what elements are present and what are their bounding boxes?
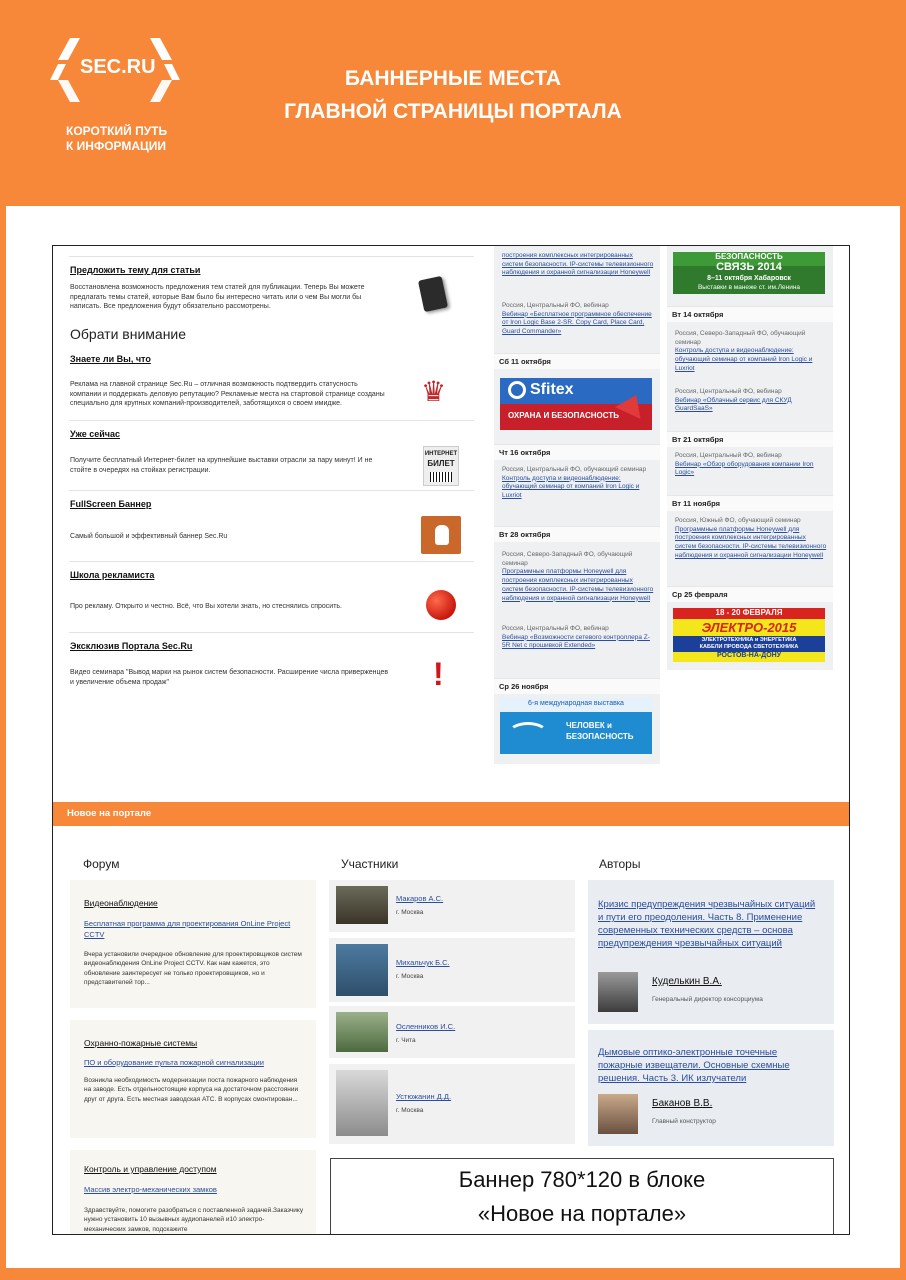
item-text-fullscreen: Самый большой и эффективный баннер Sec.Ru xyxy=(70,533,228,540)
event-meta: Россия, Центральный ФО, вебинар xyxy=(675,388,782,395)
divider xyxy=(69,420,474,421)
forum-category[interactable]: Охранно-пожарные системы xyxy=(84,1038,198,1048)
event-link[interactable]: Вебинар «Бесплатное программное обеспечение от Iron Logic Base 2-SR. Copy Card, Place Card, Guard Commander» xyxy=(502,310,652,336)
item-title-already-now[interactable]: Уже сейчас xyxy=(70,429,121,439)
banner-title xyxy=(566,720,634,742)
event-meta: Россия, Центральный ФО, вебинар xyxy=(502,625,609,632)
sfitex-logo-icon xyxy=(508,381,526,399)
ticket-line-2: БИЛЕТ xyxy=(427,459,455,468)
member-name[interactable]: Устюжанин Д.Д. xyxy=(396,1092,452,1101)
item-title-exclusive[interactable]: Эксклюзив Портала Sec.Ru xyxy=(70,641,193,651)
ticket-line-1: ИНТЕРНЕТ xyxy=(424,451,458,457)
member-name[interactable]: Макаров А.С. xyxy=(396,894,444,903)
hand-icon xyxy=(435,525,449,545)
article-title[interactable]: Кризис предупреждения чрезвычайных ситуаций и пути его преодоления. Часть 8. Применение современных технических средств – основа предупреждения чрезвычайных ситуаций xyxy=(598,899,816,949)
avatar xyxy=(336,886,388,924)
member-name[interactable]: Михальчук Б.С. xyxy=(396,958,450,967)
cursor-click-icon xyxy=(421,516,461,554)
tagline-line-1: КОРОТКИЙ ПУТЬ xyxy=(66,124,168,138)
apple-icon xyxy=(426,590,456,620)
author-photo xyxy=(598,972,638,1012)
suggest-text: Восстановлена возможность предложения тем статей для публикации. Теперь Вы можете предлагать темы статей, которые Вам было бы интересно читать или о чем Вы могли бы написать. Все предложения будут обязательно рассмотрены. xyxy=(70,284,365,310)
barcode-icon xyxy=(430,472,452,482)
event-item xyxy=(502,625,654,651)
banner-dates: 18 - 20 ФЕВРАЛЯ xyxy=(673,608,825,619)
forum-topic[interactable]: Массив электро-механических замков xyxy=(84,1185,217,1194)
forum-topic[interactable]: ПО и оборудование пульта пожарной сигнализации xyxy=(84,1058,264,1067)
banner-placeholder-line-1: Баннер 780*120 в блоке xyxy=(458,1167,706,1192)
banner-placeholder xyxy=(330,1158,834,1235)
event-item xyxy=(502,466,654,501)
author-role: Главный конструктор xyxy=(652,1118,716,1125)
events-column-right xyxy=(667,246,833,670)
event-link[interactable]: Контроль доступа и видеонаблюдение: обучающий семинар от компаний Iron Logic и Luxriot xyxy=(502,474,640,500)
event-top-1 xyxy=(502,252,654,278)
member-card[interactable] xyxy=(329,938,575,1002)
event-date-header: Сб 11 октября xyxy=(494,353,660,369)
event-link[interactable]: Программные платформы Honeywell для построения комплексных интегрированных систем безопасности. IP-системы телевизионного наблюдения и охранной сигнализации Honeywell xyxy=(675,525,827,559)
sfitex-banner[interactable] xyxy=(500,378,652,430)
divider xyxy=(69,632,474,633)
event-meta: Россия, Центральный ФО, обучающий семинар xyxy=(502,466,647,473)
banner-subtitle-1: ЭЛЕКТРОТЕХНИКА и ЭНЕРГЕТИКА xyxy=(701,637,797,643)
human-security-banner[interactable] xyxy=(500,698,652,754)
internet-ticket-icon xyxy=(423,446,459,486)
divider xyxy=(69,490,474,491)
tagline xyxy=(66,124,167,154)
item-text-did-you-know: Реклама на главной странице Sec.Ru – отличная возможность подтвердить статусность компании и поддержать деловую репутацию? Рекламные места на стартовой странице созданы специально для крупных компаний-производителей, заботящихся о своем имидже. xyxy=(70,381,385,407)
item-title-ad-school[interactable]: Школа рекламиста xyxy=(70,570,155,580)
new-on-portal-bar: Новое на портале xyxy=(53,802,850,826)
title-line-2: ГЛАВНОЙ СТРАНИЦЫ ПОРТАЛА xyxy=(284,100,622,123)
forum-category[interactable]: Видеонаблюдение xyxy=(84,898,158,908)
author-article xyxy=(588,880,834,1024)
sfitex-title: Sfitex xyxy=(530,381,574,398)
event-date-header: Ср 26 ноября xyxy=(494,678,660,694)
author-role: Генеральный директор консорциума xyxy=(652,996,763,1003)
event-link[interactable]: Вебинар «Облачный сервис для СКУД GuardSaaS» xyxy=(675,396,792,413)
member-city: г. Москва xyxy=(396,973,424,980)
item-text-exclusive: Видео семинара "Вывод марки на рынок систем безопасности. Расширение числа приверженцев и увеличение объема продаж" xyxy=(70,669,389,686)
portal-screenshot xyxy=(52,245,850,1235)
forum-item xyxy=(70,1150,316,1235)
avatar xyxy=(336,1012,388,1052)
banner-line-1: БЕЗОПАСНОСТЬ xyxy=(715,252,783,261)
security-svyaz-banner[interactable] xyxy=(673,252,825,294)
event-meta: Россия, Центральный ФО, вебинар xyxy=(502,302,609,309)
crown-icon: ♛ xyxy=(421,376,447,407)
forum-item xyxy=(70,1020,316,1138)
banner-line-2: СВЯЗЬ 2014 xyxy=(716,261,782,273)
event-link[interactable]: Вебинар «Возможности сетевого контроллера Z-5R Net с прошивкой Extended» xyxy=(502,633,650,650)
member-city: г. Москва xyxy=(396,909,424,916)
item-title-did-you-know[interactable]: Знаете ли Вы, что xyxy=(70,354,151,364)
members-heading: Участники xyxy=(341,857,399,871)
author-article xyxy=(588,1030,834,1146)
banner-title-line-2: БЕЗОПАСНОСТЬ xyxy=(566,732,634,741)
author-name[interactable]: Баканов В.В. xyxy=(652,1098,713,1109)
waves-icon xyxy=(508,722,548,744)
forum-category[interactable]: Контроль и управление доступом xyxy=(84,1164,217,1174)
event-link[interactable]: Контроль доступа и видеонаблюдение: обучающий семинар от компаний Iron Logic и Luxriot xyxy=(675,347,813,372)
member-city: г. Москва xyxy=(396,1107,424,1114)
event-date-header: Ср 25 февраля xyxy=(667,586,833,602)
item-text-ad-school: Про рекламу. Открыто и честно. Всё, что Вы хотели знать, но стеснялись спросить. xyxy=(70,603,343,610)
page-title xyxy=(0,62,906,128)
event-date-header: Вт 21 октября xyxy=(667,431,833,447)
title-line-1: БАННЕРНЫЕ МЕСТА xyxy=(344,67,562,90)
member-city: г. Чита xyxy=(396,1037,416,1044)
event-link[interactable]: Программные платформы Honeywell для построения комплексных интегрированных систем безопасности. IP-системы телевизионного наблюдения и охранной сигнализации Honeywell xyxy=(502,568,654,602)
logo-text: SEC.RU xyxy=(80,56,156,78)
event-meta: Россия, Южный ФО, обучающий семинар xyxy=(675,517,801,524)
member-card[interactable] xyxy=(329,880,575,932)
member-card[interactable] xyxy=(329,1064,575,1144)
banner-line-3: 8–11 октября Хабаровск xyxy=(707,275,791,282)
event-date-header: Вт 14 октября xyxy=(667,306,833,322)
forum-excerpt: Возникла необходимость модернизации поста пожарного наблюдения на заводе. Есть отдельностоящие корпуса на достаточном расстоянии друг от друга. Есть местная заводская АТС. В корпусах смонтирован... xyxy=(84,1077,299,1103)
exclamation-icon: ! xyxy=(433,656,444,692)
event-item xyxy=(675,330,827,374)
electro-2015-banner[interactable] xyxy=(673,608,825,662)
banner-line-4: Выставки в манеже ст. им.Ленина xyxy=(697,284,801,291)
event-date-header: Вт 11 ноября xyxy=(667,495,833,511)
banner-subtitle-2: КАБЕЛИ ПРОВОДА СВЕТОТЕХНИКА xyxy=(699,644,799,650)
item-text-already-now: Получите бесплатный Интернет-билет на крупнейшие выставки отрасли за пару минут! И не стойте в очередях на стойках регистрации. xyxy=(70,457,373,474)
events-column-middle xyxy=(494,246,660,764)
attention-heading: Обрати внимание xyxy=(70,326,187,342)
banner-city: РОСТОВ-НА-ДОНУ xyxy=(673,652,825,662)
forum-topic[interactable]: Бесплатная программа для проектирования OnLine Project CCTV xyxy=(84,919,291,939)
avatar xyxy=(336,944,388,996)
author-name[interactable]: Куделькин В.А. xyxy=(652,976,722,987)
article-title[interactable]: Дымовые оптико-электронные точечные пожарные извещатели. Основные схемные решения. Часть 3. ИК излучатели xyxy=(598,1047,790,1084)
banner-subtitle xyxy=(673,637,825,651)
event-item xyxy=(675,452,827,478)
authors-heading: Авторы xyxy=(599,857,641,871)
suggest-topic-link[interactable]: Предложить тему для статьи xyxy=(70,265,201,275)
forum-item xyxy=(70,880,316,1008)
event-date-header: Вт 28 октября xyxy=(494,526,660,542)
avatar xyxy=(336,1070,388,1136)
banner-title: ЭЛЕКТРО-2015 xyxy=(673,619,825,636)
header xyxy=(0,0,906,190)
banner-placeholder-line-2: «Новое на портале» xyxy=(477,1201,687,1226)
divider xyxy=(69,256,474,257)
tagline-line-2: К ИНФОРМАЦИИ xyxy=(66,139,167,153)
forum-heading: Форум xyxy=(83,857,120,871)
event-meta: Россия, Северо-Западный ФО, обучающий семинар xyxy=(502,551,633,567)
divider xyxy=(69,561,474,562)
item-title-fullscreen[interactable]: FullScreen Баннер xyxy=(70,499,152,509)
member-card[interactable] xyxy=(329,1006,575,1058)
event-meta: Россия, Центральный ФО, вебинар xyxy=(675,452,782,459)
event-meta: Россия, Северо-Западный ФО, обучающий семинар xyxy=(675,330,806,346)
event-date-header: Чт 16 октября xyxy=(494,444,660,460)
event-item xyxy=(675,388,827,414)
event-link[interactable]: Вебинар «Обзор оборудования компании Iron Logic» xyxy=(675,460,814,477)
forum-excerpt: Здравствуйте, помогите разобраться с поставленной задачей.Заказчику нужно установить 10 вызывных аудиопанелей и10 электро-механических замков, подскажите xyxy=(84,1207,304,1233)
author-photo xyxy=(598,1094,638,1134)
member-name[interactable]: Осленников И.С. xyxy=(396,1022,456,1031)
forum-excerpt: Вчера установили очередное обновление для проектировщиков систем видеонаблюдения OnLine Project CCTV. Как нам кажется, это обновление заинтересует не только проектировщиков, но и представителей тор... xyxy=(84,951,302,986)
banner-title-line-1: ЧЕЛОВЕК и xyxy=(566,721,612,730)
event-top-2 xyxy=(502,302,654,337)
event-item xyxy=(675,517,827,561)
banner-caption: 6-я международная выставка xyxy=(528,700,624,707)
sfitex-subtitle: ОХРАНА И БЕЗОПАСНОСТЬ xyxy=(508,411,619,420)
tablet-icon xyxy=(418,276,448,312)
event-item xyxy=(502,551,654,603)
event-link[interactable]: построения комплексных интегрированных систем безопасности. IP-системы телевизионного наблюдения и охранной сигнализации Honeywell xyxy=(502,252,654,277)
